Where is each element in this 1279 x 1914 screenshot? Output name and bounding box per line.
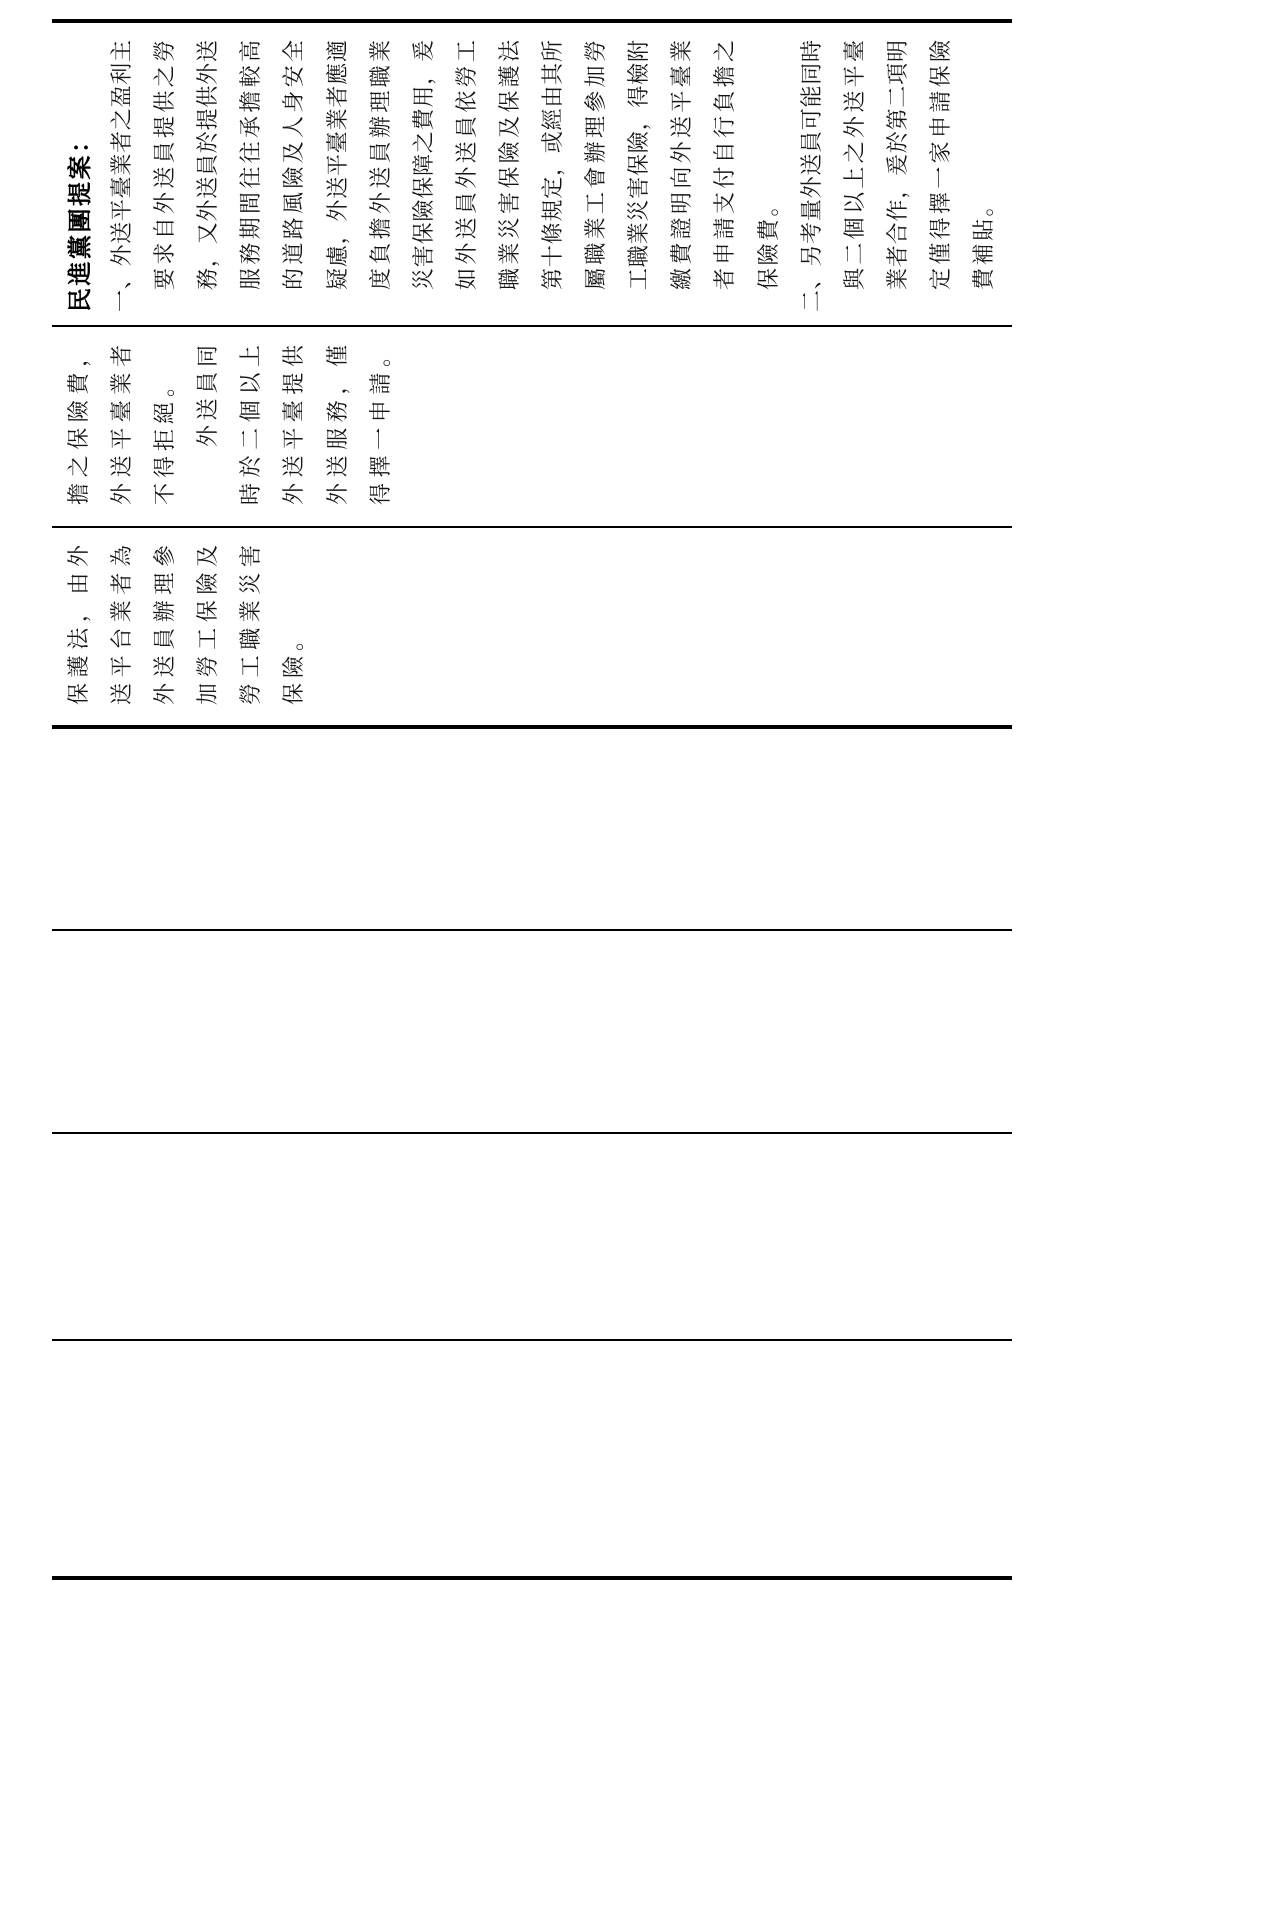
text-line: 與二個以上之外送平臺	[842, 40, 868, 290]
proposal-explanation-column	[58, 40, 1006, 312]
text-line: 者申請支付自行負擔之	[713, 40, 739, 290]
table-top-rule	[52, 19, 1012, 23]
text-line: 的道路風險及人身安全	[282, 40, 308, 290]
paragraph-first-line: 外送員同	[196, 345, 222, 447]
section-divider-rule	[52, 725, 1012, 729]
empty-column	[58, 950, 958, 1110]
text-line: 工職業災害保險，得檢附	[627, 40, 653, 290]
text-line: 勞工職業災害	[239, 545, 265, 705]
text-line: 疑慮，外送平臺業者應適	[325, 40, 351, 290]
text-line: 服務期間往往承擔較高	[239, 40, 265, 290]
text-line: 保險。	[282, 623, 308, 705]
text-line: 費補貼。	[971, 191, 997, 290]
text-line: 不得拒絕。	[153, 369, 179, 505]
article-text-column-1	[58, 345, 403, 505]
text-line: 職業災害保險及保護法	[497, 40, 523, 290]
text-line: 屬職業工會辦理參加勞	[584, 40, 610, 290]
text-line: 時於二個以上	[239, 345, 265, 505]
list-item-first-line: 二、另考量外送員可能同時	[799, 40, 825, 312]
table-bottom-rule	[52, 1576, 1012, 1580]
proposal-heading: 民進黨團提案：	[65, 126, 94, 312]
empty-column	[58, 747, 958, 907]
text-line: 繳費證明向外送平臺業	[670, 40, 696, 290]
column-divider	[52, 325, 1012, 327]
text-line: 要求自外送員提供之勞	[153, 40, 179, 290]
empty-column	[58, 1157, 958, 1317]
text-line: 災害保險保障之費用，爰	[411, 40, 437, 290]
text-line: 得擇一申請。	[368, 345, 394, 505]
text-line: 度負擔外送員辦理職業	[368, 40, 394, 290]
text-line: 擔之保險費，	[67, 345, 92, 505]
column-divider	[52, 1339, 1012, 1341]
column-divider	[52, 1132, 1012, 1134]
text-line: 外送員辦理參	[153, 545, 179, 705]
text-line: 如外送員外送員依勞工	[454, 40, 480, 290]
article-text-column-2	[58, 545, 317, 705]
column-divider	[52, 526, 1012, 528]
text-line: 保險費。	[756, 191, 782, 290]
text-line: 送平台業者為	[110, 545, 136, 705]
text-line: 外送服務，僅	[325, 345, 351, 505]
text-line: 外送平臺提供	[282, 345, 308, 505]
text-line: 保護法，由外	[67, 545, 92, 705]
text-line: 定僅得擇一家申請保險	[928, 40, 954, 290]
list-item-first-line: 一、外送平臺業者之盈利主	[110, 40, 136, 312]
empty-column	[58, 1360, 958, 1555]
text-line: 第十條規定，或經由其所	[541, 40, 567, 290]
column-divider	[52, 929, 1012, 931]
text-line: 加勞工保險及	[196, 545, 222, 705]
text-line: 外送平臺業者	[110, 345, 136, 505]
text-line: 務，又外送員於提供外送	[196, 40, 222, 290]
text-line: 業者合作，爰於第二項明	[885, 40, 911, 290]
